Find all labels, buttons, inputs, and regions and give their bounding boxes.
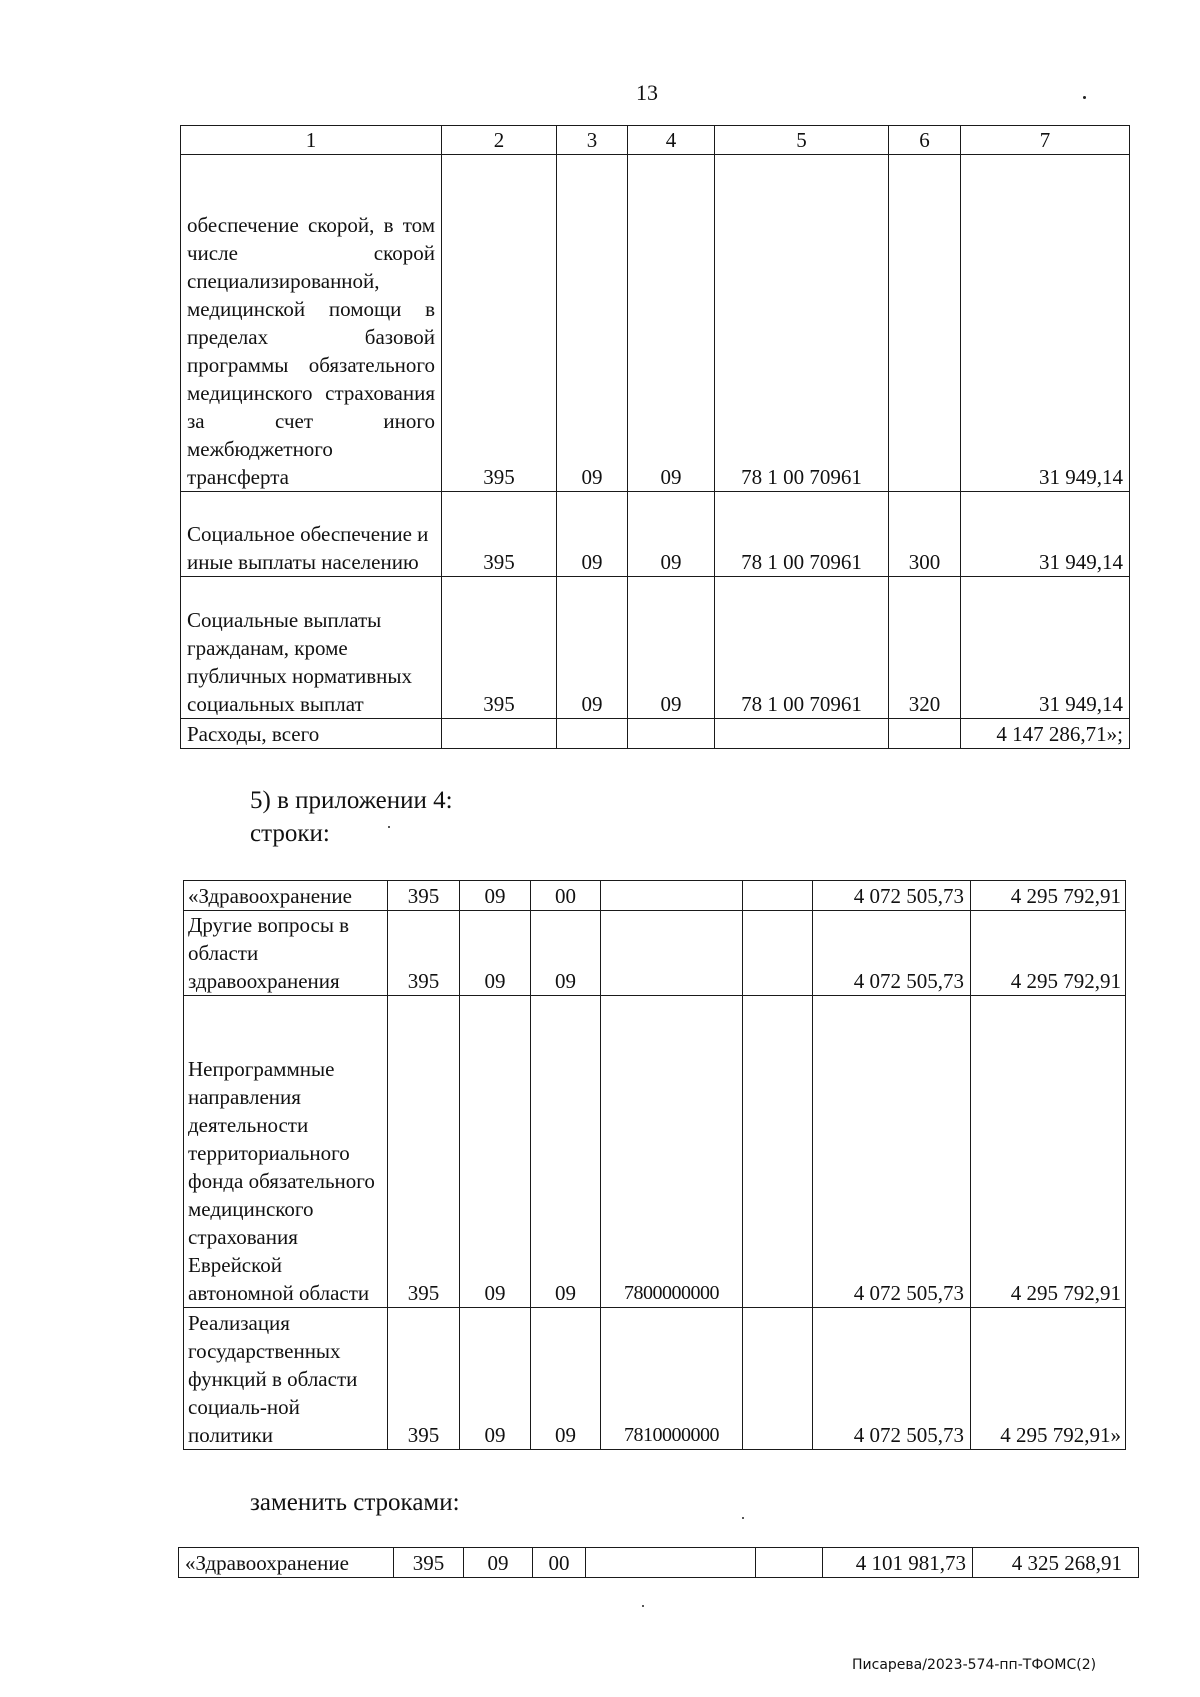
cell-type [756, 1548, 823, 1578]
section-subheading: строки: [250, 820, 330, 847]
cell-code: 395 [388, 881, 460, 911]
cell-code: 395 [394, 1548, 464, 1578]
scan-speck [388, 826, 390, 828]
row-label: Социальное обеспечение и иные выплаты населению [181, 492, 442, 577]
cell-target [586, 1548, 756, 1578]
cell-code: 395 [442, 155, 557, 492]
cell-section: 09 [460, 911, 531, 996]
cell-section [557, 719, 628, 749]
cell-subsection: 09 [628, 155, 715, 492]
table-row [184, 911, 1126, 996]
cell-code: 395 [388, 996, 460, 1308]
cell-subsection [628, 719, 715, 749]
table-row [184, 1308, 1126, 1450]
cell-total-amount: 4 147 286,71»; [961, 719, 1130, 749]
cell-type: 320 [889, 577, 961, 719]
cell-target [601, 881, 743, 911]
document-footer: Писарева/2023-574-пп-ТФОМС(2) [852, 1657, 1097, 1673]
replace-label: заменить строками: [250, 1489, 460, 1516]
cell-amount-2024: 4 325 268,91 [973, 1548, 1139, 1578]
cell-code: 395 [442, 577, 557, 719]
cell-code [442, 719, 557, 749]
cell-subsection: 00 [533, 1548, 586, 1578]
cell-type: 300 [889, 492, 961, 577]
cell-target: 78 1 00 70961 [715, 155, 889, 492]
cell-type [743, 911, 813, 996]
cell-code: 395 [442, 492, 557, 577]
col-header-4: 4 [628, 126, 715, 155]
cell-subsection: 09 [531, 1308, 601, 1450]
table1-header-row [181, 126, 1130, 155]
cell-section: 09 [557, 492, 628, 577]
col-header-6: 6 [889, 126, 961, 155]
budget-table-1 [180, 125, 1130, 749]
table-row [184, 996, 1126, 1308]
col-header-5: 5 [715, 126, 889, 155]
row-label: Реализация государственных функций в области социаль-ной политики [184, 1308, 388, 1450]
cell-type [889, 719, 961, 749]
cell-subsection: 09 [628, 492, 715, 577]
cell-target: 78 1 00 70961 [715, 492, 889, 577]
cell-section: 09 [460, 996, 531, 1308]
col-header-2: 2 [442, 126, 557, 155]
scan-speck [642, 1605, 644, 1607]
cell-subsection: 09 [628, 577, 715, 719]
table-row [184, 881, 1126, 911]
table-row [181, 492, 1130, 577]
cell-section: 09 [460, 881, 531, 911]
cell-section: 09 [557, 155, 628, 492]
cell-type [889, 155, 961, 492]
cell-amount-2023: 4 072 505,73 [813, 911, 971, 996]
scan-speck [1083, 96, 1086, 99]
cell-amount: 31 949,14 [961, 577, 1130, 719]
row-label: Расходы, всего [181, 719, 442, 749]
col-header-1: 1 [181, 126, 442, 155]
cell-type [743, 1308, 813, 1450]
row-label: «Здравоохранение [179, 1548, 394, 1578]
cell-section: 09 [557, 577, 628, 719]
cell-target [715, 719, 889, 749]
cell-amount-2024: 4 295 792,91 [971, 911, 1126, 996]
cell-amount: 31 949,14 [961, 492, 1130, 577]
table-row [181, 155, 1130, 492]
col-header-7: 7 [961, 126, 1130, 155]
cell-target: 7800000000 [601, 996, 743, 1308]
cell-amount-2023: 4 072 505,73 [813, 881, 971, 911]
cell-section: 09 [460, 1308, 531, 1450]
row-label: «Здравоохранение [184, 881, 388, 911]
cell-amount-2024: 4 295 792,91 [971, 996, 1126, 1308]
cell-amount: 31 949,14 [961, 155, 1130, 492]
row-label: Социальные выплаты гражданам, кроме публичных нормативных социальных выплат [181, 577, 442, 719]
cell-amount-2023: 4 072 505,73 [813, 1308, 971, 1450]
cell-code: 395 [388, 911, 460, 996]
cell-target: 7810000000 [601, 1308, 743, 1450]
cell-target: 78 1 00 70961 [715, 577, 889, 719]
cell-subsection: 00 [531, 881, 601, 911]
section-heading: 5) в приложении 4: [250, 787, 453, 814]
budget-table-3 [178, 1547, 1139, 1578]
cell-amount-2024: 4 295 792,91 [971, 881, 1126, 911]
cell-amount-2023: 4 072 505,73 [813, 996, 971, 1308]
cell-target [601, 911, 743, 996]
cell-subsection: 09 [531, 911, 601, 996]
page-number: 13 [636, 80, 658, 105]
cell-amount-2023: 4 101 981,73 [823, 1548, 973, 1578]
cell-type [743, 881, 813, 911]
cell-type [743, 996, 813, 1308]
table-row-total [181, 719, 1130, 749]
budget-table-2 [183, 880, 1126, 1450]
cell-subsection: 09 [531, 996, 601, 1308]
cell-section: 09 [464, 1548, 533, 1578]
table-row [181, 577, 1130, 719]
row-label: Другие вопросы в области здравоохранения [184, 911, 388, 996]
row-label: обеспечение скорой, в том числе скорой специализированной, медицинской помощи в пределах базовой программы обязательного медицинского страхования за счет иного межбюджетного трансферта [181, 155, 442, 492]
row-label: Непрограммные направления деятельности территориального фонда обязательного медицинского страхования Еврейской автономной области [184, 996, 388, 1308]
cell-amount-2024: 4 295 792,91» [971, 1308, 1126, 1450]
table-row [179, 1548, 1139, 1578]
cell-code: 395 [388, 1308, 460, 1450]
col-header-3: 3 [557, 126, 628, 155]
scan-speck [742, 1517, 744, 1519]
